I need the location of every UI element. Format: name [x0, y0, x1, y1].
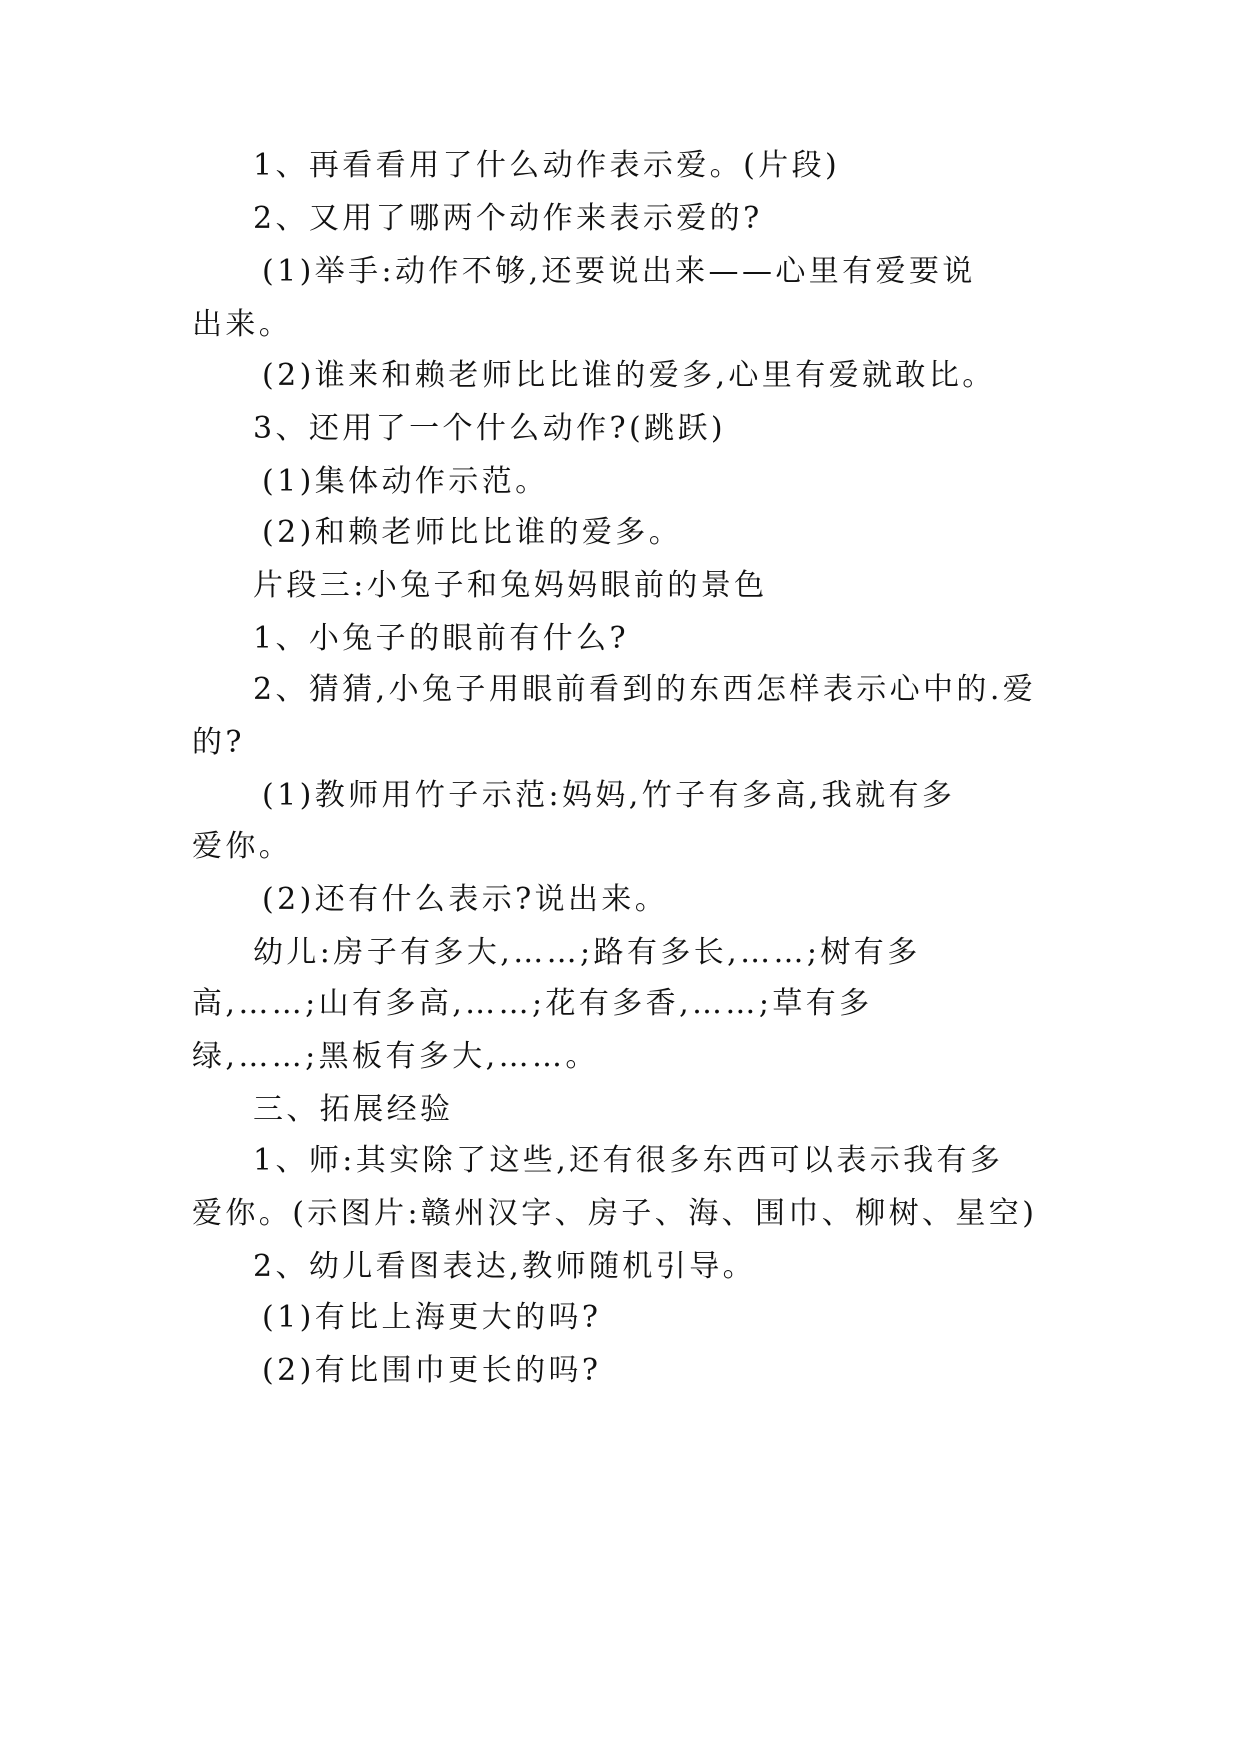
paragraph-line: (1)有比上海更大的吗?	[262, 1300, 602, 1335]
paragraph-line: 出来。	[192, 307, 293, 342]
paragraph-line: 高,……;山有多高,……;花有多香,……;草有多	[192, 986, 873, 1021]
paragraph-line: (1)举手:动作不够,还要说出来——心里有爱要说	[262, 254, 976, 289]
paragraph-line: (2)有比围巾更长的吗?	[262, 1353, 602, 1388]
paragraph-line: 爱你。	[192, 829, 293, 864]
paragraph-line: (2)和赖老师比比谁的爱多。	[262, 515, 683, 550]
paragraph-line: 的?	[192, 725, 245, 760]
paragraph-line: 1、小兔子的眼前有什么?	[253, 621, 629, 656]
paragraph-line: (2)还有什么表示?说出来。	[262, 882, 669, 917]
paragraph-line: 1、师:其实除了这些,还有很多东西可以表示我有多	[253, 1143, 1004, 1178]
paragraph-line: 爱你。(示图片:赣州汉字、房子、海、围巾、柳树、星空)	[192, 1196, 1038, 1231]
paragraph-line: 2、又用了哪两个动作来表示爱的?	[253, 201, 763, 236]
paragraph-line: (1)集体动作示范。	[262, 464, 549, 499]
paragraph-line: (2)谁来和赖老师比比谁的爱多,心里有爱就敢比。	[262, 358, 996, 393]
paragraph-line: 绿,……;黑板有多大,……。	[192, 1039, 599, 1074]
paragraph-line: 1、再看看用了什么动作表示爱。(片段)	[253, 148, 841, 183]
section-heading: 片段三:小兔子和兔妈妈眼前的景色	[253, 568, 768, 603]
paragraph-line: 3、还用了一个什么动作?(跳跃)	[253, 411, 726, 446]
paragraph-line: 2、猜猜,小兔子用眼前看到的东西怎样表示心中的.爱	[253, 672, 1037, 707]
section-heading: 三、拓展经验	[253, 1092, 454, 1127]
paragraph-line: (1)教师用竹子示范:妈妈,竹子有多高,我就有多	[262, 778, 956, 813]
paragraph-line: 2、幼儿看图表达,教师随机引导。	[253, 1249, 757, 1284]
paragraph-line: 幼儿:房子有多大,……;路有多长,……;树有多	[253, 935, 921, 970]
